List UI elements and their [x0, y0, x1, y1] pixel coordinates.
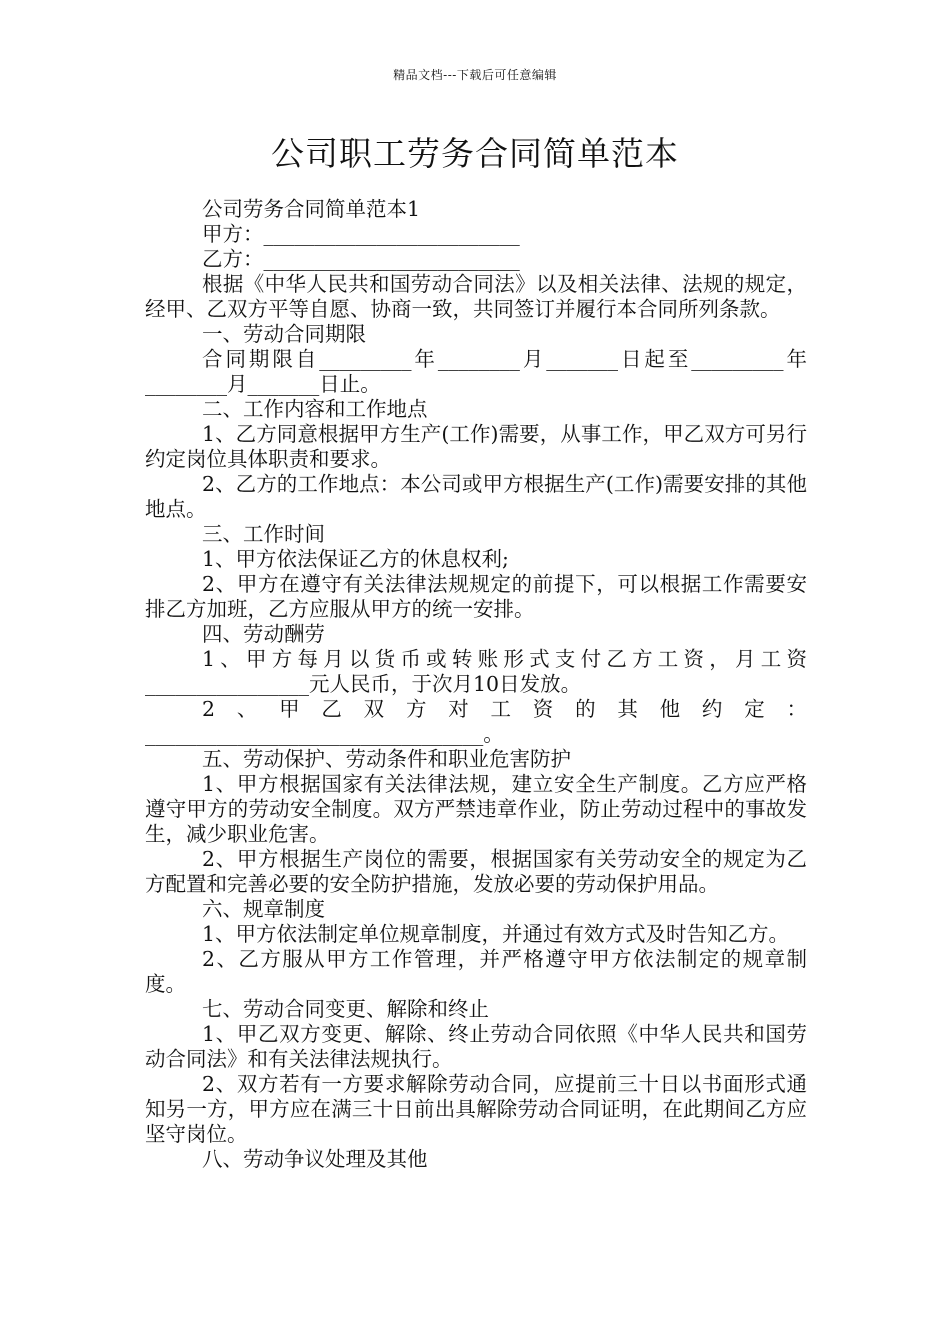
header-note: 精品文档---下载后可任意编辑 [393, 68, 557, 82]
paragraph-rules-2: 2、乙方服从甲方工作管理，并严格遵守甲方依法制定的规章制度。 [145, 947, 807, 996]
paragraph-termination-1: 1、甲乙双方变更、解除、终止劳动合同依照《中华人民共和国劳动合同法》和有关法律法规执行。 [145, 1022, 807, 1071]
paragraph-rules-1: 1、甲方依法制定单位规章制度，并通过有效方式及时告知乙方。 [202, 922, 790, 946]
section-heading-work: 二、工作内容和工作地点 [202, 397, 428, 421]
section-heading-term: 一、劳动合同期限 [202, 322, 366, 346]
section-heading-termination: 七、劳动合同变更、解除和终止 [202, 997, 489, 1021]
paragraph-work-1: 1、乙方同意根据甲方生产(工作)需要，从事工作，甲乙双方可另行约定岗位具体职责和要求。 [145, 422, 807, 471]
section-heading-pay: 四、劳动酬劳 [202, 622, 325, 646]
paragraph-protection-1: 1、甲方根据国家有关法律法规，建立安全生产制度。乙方应严格遵守甲方的劳动安全制度。双方严禁违章作业，防止劳动过程中的事故发生，减少职业危害。 [145, 772, 807, 846]
paragraph-pay-2: 2、甲乙双方对工资的其他约定：_________________________________。 [145, 697, 807, 746]
section-heading-rules: 六、规章制度 [202, 897, 325, 921]
paragraph-party-a: 甲方：_________________________ [202, 222, 520, 246]
section-heading-hours: 三、工作时间 [202, 522, 325, 546]
paragraph-protection-2: 2、甲方根据生产岗位的需要，根据国家有关劳动安全的规定为乙方配置和完善必要的安全防护措施，发放必要的劳动保护用品。 [145, 847, 807, 896]
paragraph-work-2: 2、乙方的工作地点：本公司或甲方根据生产(工作)需要安排的其他地点。 [145, 472, 807, 521]
document-body [145, 197, 807, 1172]
paragraph-termination-2: 2、双方若有一方要求解除劳动合同，应提前三十日以书面形式通知另一方，甲方应在满三十日前出具解除劳动合同证明，在此期间乙方应坚守岗位。 [145, 1072, 807, 1146]
paragraph-party-b: 乙方：_________________________ [202, 247, 520, 271]
paragraph-pay-1: 1、甲方每月以货币或转账形式支付乙方工资，月工资________________元人民币，于次月10日发放。 [145, 647, 807, 696]
section-heading-disputes: 八、劳动争议处理及其他 [202, 1147, 428, 1171]
paragraph-hours-1: 1、甲方依法保证乙方的休息权利; [202, 547, 509, 571]
paragraph-hours-2: 2、甲方在遵守有关法律法规规定的前提下，可以根据工作需要安排乙方加班，乙方应服从甲方的统一安排。 [145, 572, 807, 621]
section-heading-protection: 五、劳动保护、劳动条件和职业危害防护 [202, 747, 571, 771]
document-title: 公司职工劳务合同简单范本 [271, 134, 679, 173]
paragraph-subtitle: 公司劳务合同简单范本1 [202, 197, 421, 221]
paragraph-preamble: 根据《中华人民共和国劳动合同法》以及相关法律、法规的规定，经甲、乙双方平等自愿、协商一致，共同签订并履行本合同所列条款。 [145, 272, 807, 321]
paragraph-term: 合同期限自_________年________月_______日起至_________年________月_______日止。 [145, 347, 807, 396]
